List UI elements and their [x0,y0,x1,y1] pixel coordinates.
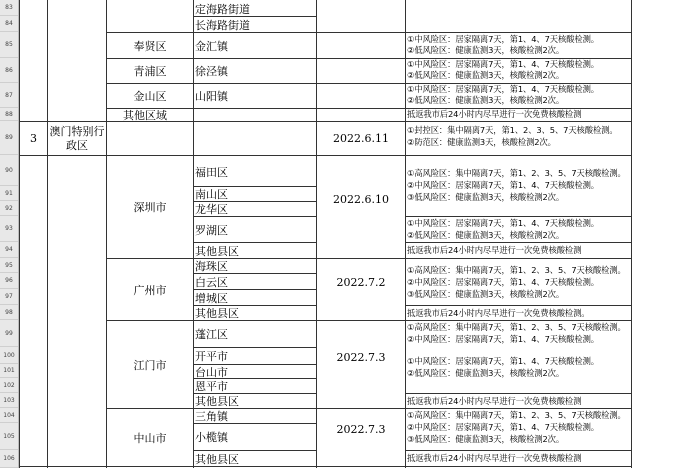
measure-fengxian-2: ②低风险区：健康监测3天，核酸检测2次。 [407,45,565,55]
macau-number: 3 [30,132,37,145]
row-number[interactable]: 95 [0,258,18,273]
area-xiaolan: 小榄镇 [195,431,228,444]
measure-zs-2: ②中风险区：居家隔离7天，第1、4、7天核酸检测。 [407,422,599,432]
row-number[interactable]: 106 [0,450,18,468]
measure-other-area: 抵返我市后24小时内尽早进行一次免费核酸检测 [407,109,582,119]
row-number[interactable]: 99 [0,320,18,347]
row-number[interactable]: 87 [0,83,18,108]
row-number[interactable]: 104 [0,408,18,423]
city-zhongshan: 中山市 [133,431,167,445]
area-taishan: 台山市 [195,365,228,378]
row-number[interactable]: 102 [0,378,18,393]
row-number[interactable]: 84 [0,16,18,32]
measure-sz-3: ③低风险区：健康监测3天，核酸检测2次。 [407,192,565,202]
area-nanshan: 南山区 [195,188,228,201]
measure-penglai-2: ②中风险区：居家隔离7天，第1、4、7天核酸检测。 [407,334,599,344]
measure-luohu-1: ①中风险区：居家隔离7天，第1、4、7天核酸检测。 [407,218,599,228]
row-number[interactable]: 101 [0,364,18,378]
city-shenzhen: 深圳市 [133,201,167,214]
measure-jm-1: ①中风险区：居家隔离7天，第1、4、7天核酸检测。 [407,356,599,366]
measure-sz-2: ②中风险区：居家隔离7天，第1、4、7天核酸检测。 [407,180,599,190]
row-number[interactable]: 93 [0,216,18,242]
area-xujing: 徐泾镇 [195,65,228,78]
area-jiangmen-other: 其他县区 [195,395,239,408]
measure-gz-1: ①高风险区：集中隔离7天，第1、2、3、5、7天核酸检测。 [407,265,626,275]
measure-macau-1: ①封控区：集中隔离7天，第1、2、3、5、7天核酸检测。 [407,125,618,135]
date-jiangmen: 2022.7.3 [336,350,386,364]
measure-fengxian-1: ①中风险区：居家隔离7天，第1、4、7天核酸检测。 [407,34,599,44]
area-jinhui: 金汇镇 [195,39,228,53]
measure-zs-other: 抵返我市后24小时内尽早进行一次免费核酸检测 [407,452,582,463]
row-number[interactable]: 96 [0,273,18,289]
area-shanyang: 山阳镇 [195,90,228,103]
measure-gz-other: 抵返我市后24小时内尽早进行一次免费核酸检测。 [407,307,590,318]
measure-gz-2: ②中风险区：居家隔离7天，第1、4、7天核酸检测。 [407,277,599,287]
measure-penglai-1: ①高风险区：集中隔离7天，第1、2、3、5、7天核酸检测。 [407,322,626,332]
area-guangzhou-other: 其他县区 [195,307,239,320]
measure-macau-2: ②防范区：健康监测3天，核酸检测2次。 [407,137,556,147]
row-number[interactable]: 94 [0,242,18,258]
area-sanjiao: 三角镇 [195,410,228,423]
area-shenzhen-other: 其他县区 [195,244,239,258]
row-number[interactable]: 86 [0,58,18,83]
row-number[interactable]: 97 [0,289,18,305]
city-jiangmen: 江门市 [133,358,167,372]
city-fengxian: 奉贤区 [133,39,167,53]
row-number[interactable]: 88 [0,108,18,121]
measure-sz-other: 抵返我市后24小时内尽早进行一次免费核酸检测 [407,244,582,255]
row-number[interactable]: 83 [0,0,18,16]
area-futian: 福田区 [195,166,228,179]
city-jinshan: 金山区 [133,90,167,103]
measure-jinshan-2: ②低风险区：健康监测3天，核酸检测2次。 [407,95,565,105]
row-number[interactable]: 91 [0,186,18,201]
city-guangzhou: 广州市 [133,283,167,297]
row-number[interactable]: 90 [0,155,18,186]
area-kaiping: 开平市 [195,350,228,363]
city-qingpu: 青浦区 [133,65,167,78]
measure-qingpu-1: ①中风险区：居家隔离7天，第1、4、7天核酸检测。 [407,59,599,69]
row-number[interactable]: 100 [0,347,18,364]
date-macau: 2022.6.11 [333,132,389,145]
area-baiyun: 白云区 [195,275,228,289]
row-number[interactable]: 105 [0,423,18,450]
row-number[interactable]: 98 [0,305,18,320]
spreadsheet-grid [19,0,677,468]
measure-jinshan-1: ①中风险区：居家隔离7天，第1、4、7天核酸检测。 [407,84,599,94]
area-luohu: 罗湖区 [195,223,228,237]
measure-jm-other: 抵返我市后24小时内尽早进行一次免费核酸检测 [407,395,582,406]
row-number[interactable]: 89 [0,121,18,155]
area-longhua: 龙华区 [195,203,228,216]
measure-zs-3: ③低风险区：健康监测3天，核酸检测2次。 [407,434,565,444]
measure-jm-2: ②低风险区：健康监测3天，核酸检测2次。 [407,368,565,378]
macau-region: 澳门特别行政区 [49,124,105,152]
measure-qingpu-2: ②低风险区：健康监测3天，核酸检测2次。 [407,70,565,80]
measure-zs-1: ①高风险区：集中隔离7天，第1、2、3、5、7天核酸检测。 [407,410,626,420]
row-number[interactable]: 103 [0,393,18,408]
measure-luohu-2: ②低风险区：健康监测3天，核酸检测2次。 [407,230,565,240]
date-zhongshan: 2022.7.3 [336,423,386,436]
date-guangzhou: 2022.7.2 [336,275,386,289]
area-penglai: 蓬江区 [195,328,228,341]
area-enping: 恩平市 [195,380,228,393]
area-haizhu: 海珠区 [195,260,228,273]
area-changhai: 长海路街道 [195,18,250,32]
city-other-area: 其他区域 [123,108,167,121]
measure-gz-3: ③低风险区：健康监测3天，核酸检测2次。 [407,289,565,299]
measure-sz-1: ①高风险区：集中隔离7天，第1、2、3、5、7天核酸检测。 [407,168,626,178]
area-dinghai: 定海路街道 [195,2,250,16]
row-number[interactable]: 85 [0,32,18,58]
area-zengcheng: 增城区 [195,291,228,305]
area-zhongshan-other: 其他县区 [195,452,239,466]
row-number[interactable]: 92 [0,201,18,216]
date-shenzhen: 2022.6.10 [333,192,389,206]
